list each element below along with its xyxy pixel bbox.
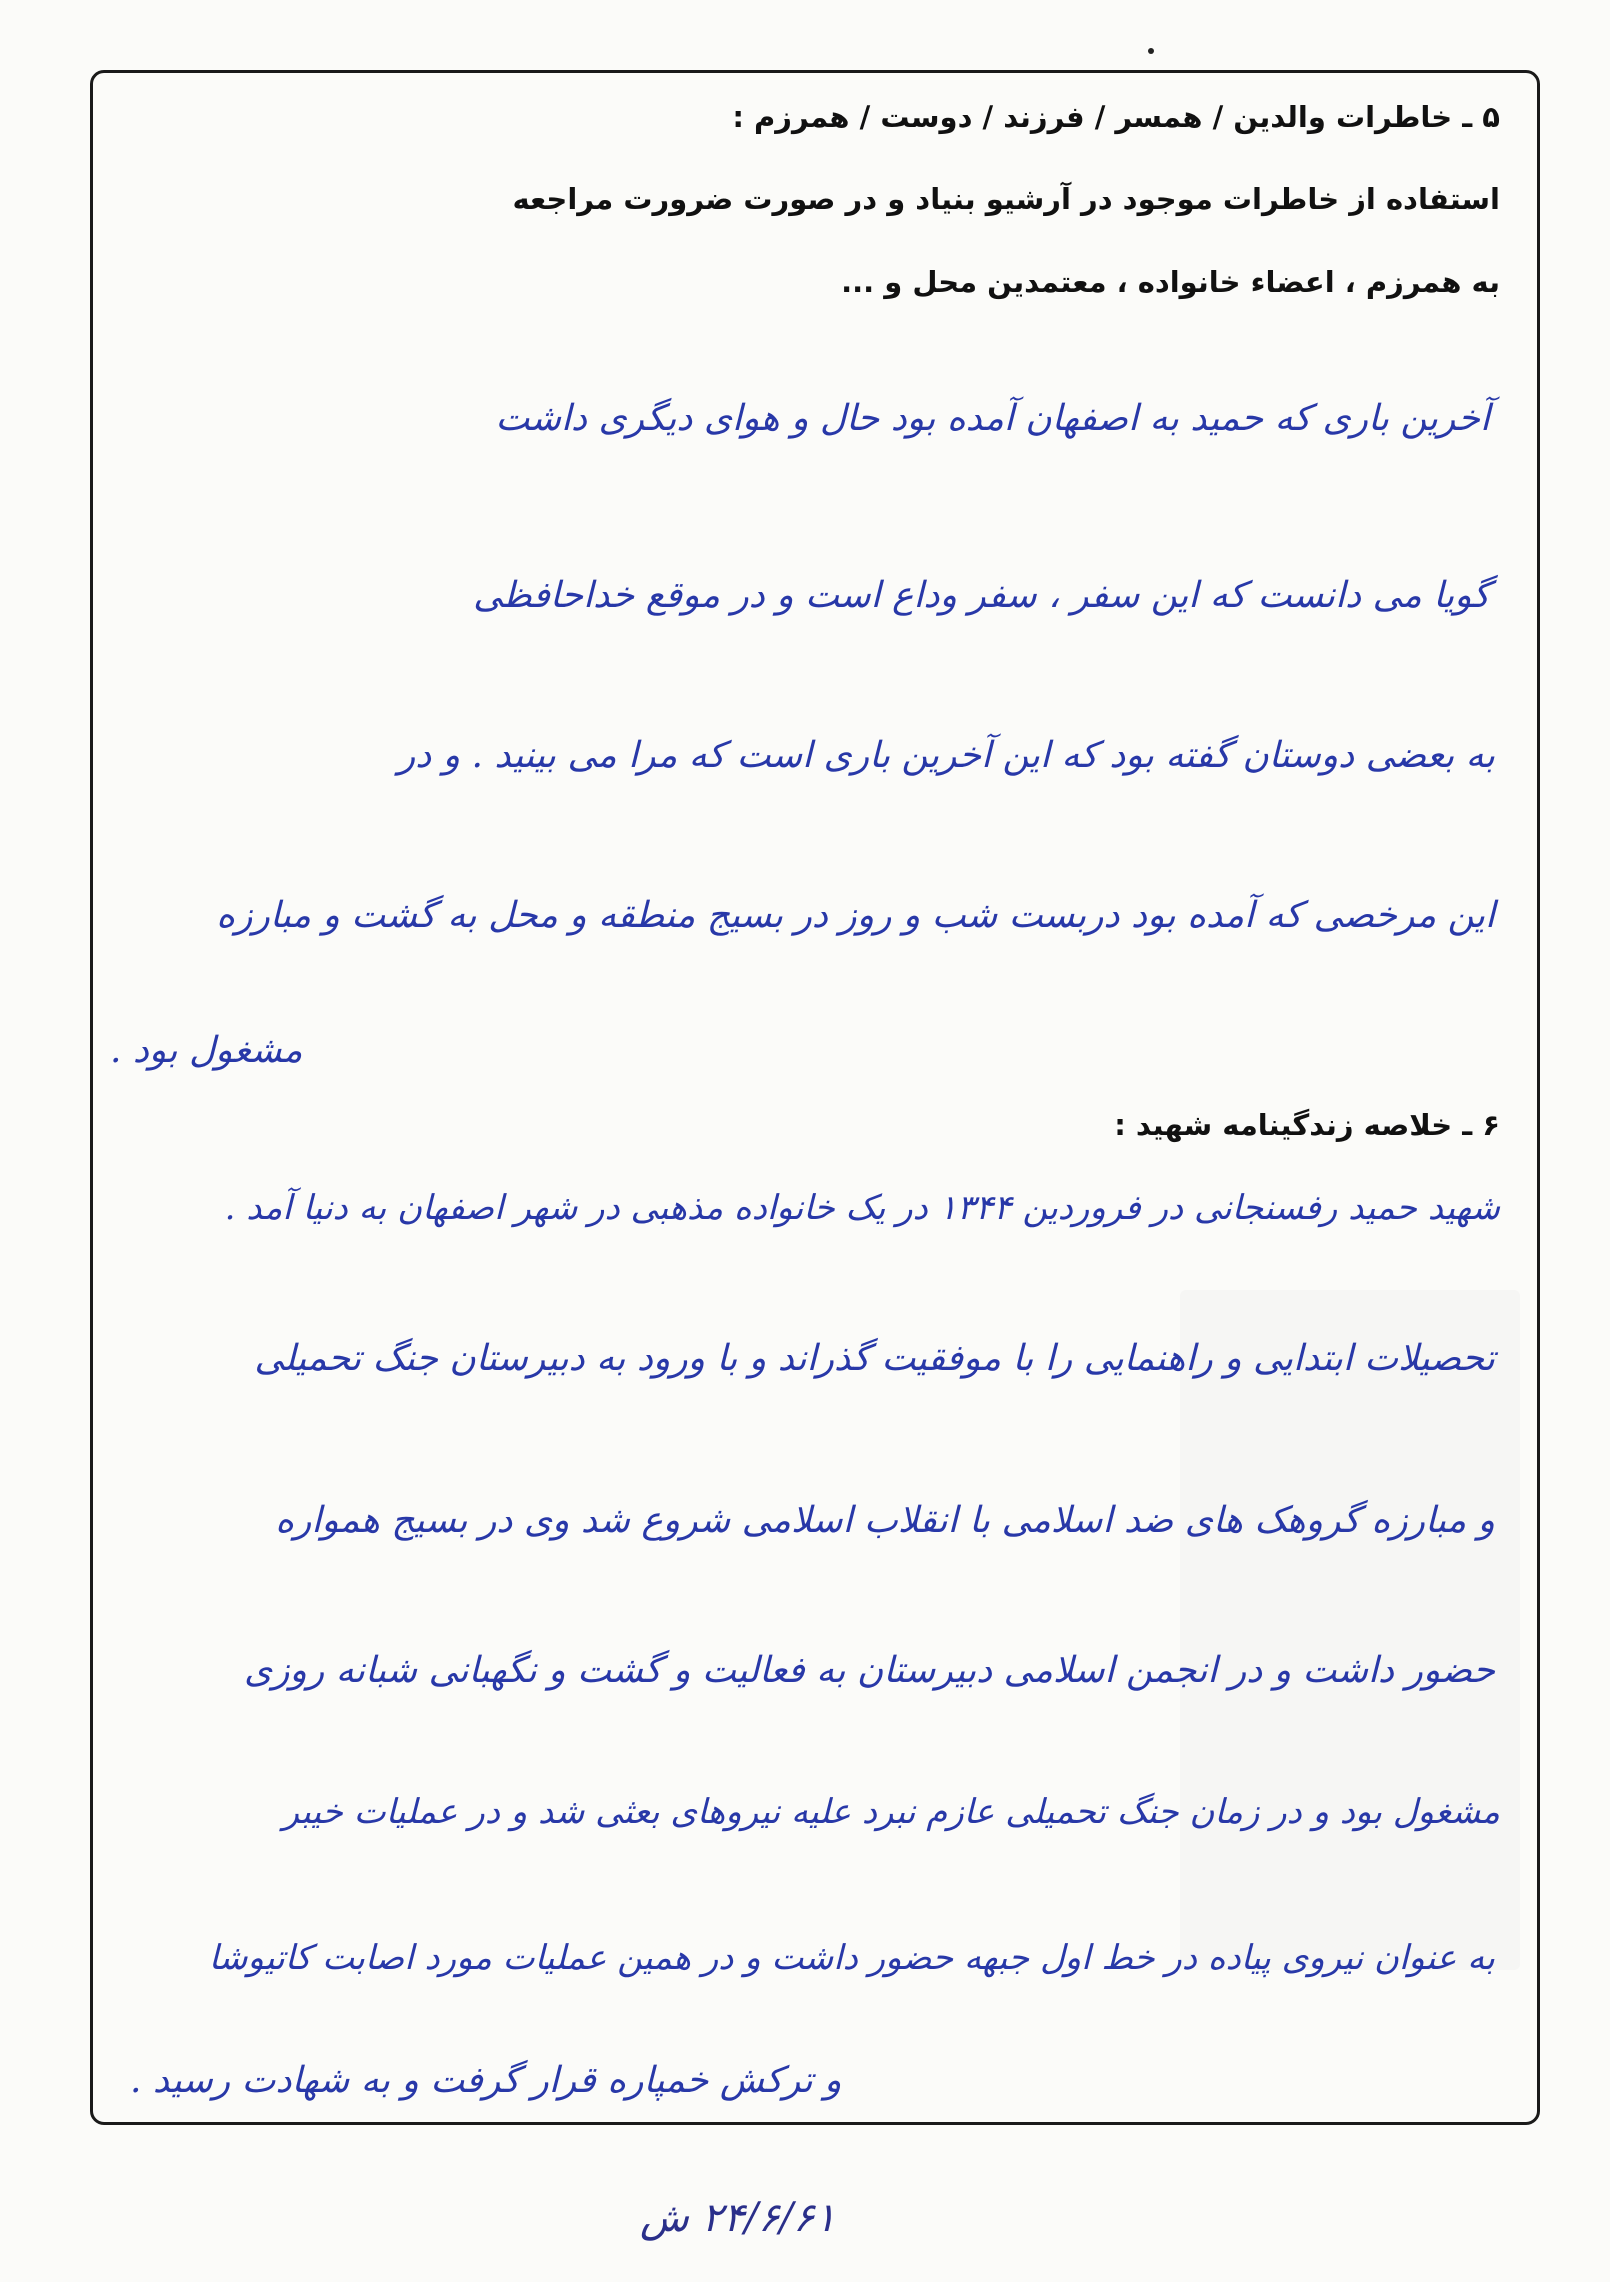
biography-line: و مبارزه گروهک های ضد اسلامی با انقلاب اسلامی شروع شد وی در بسیج همواره — [275, 1500, 1495, 1541]
ink-dot — [1148, 48, 1154, 54]
biography-line: مشغول بود و در زمان جنگ تحمیلی عازم نبرد علیه نیروهای بعثی شد و در عملیات خیبر — [282, 1792, 1500, 1832]
biography-line: شهید حمید رفسنجانی در فروردین ۱۳۴۴ در یک خانواده مذهبی در شهر اصفهان به دنیا آمد . — [224, 1188, 1500, 1228]
bleed-through-shadow — [1180, 1290, 1520, 1970]
memory-line: مشغول بود . — [110, 1030, 303, 1071]
section6-title: ۶ ـ خلاصه زندگینامه شهید : — [1114, 1108, 1500, 1142]
section5-title: ۵ ـ خاطرات والدین / همسر / فرزند / دوست / همرزم : — [732, 100, 1500, 134]
biography-line: به عنوان نیروی پیاده در خط اول جبهه حضور داشت و در همین عملیات مورد اصابت کاتیوشا — [208, 1938, 1495, 1978]
biography-line: حضور داشت و در انجمن اسلامی دبیرستان به فعالیت و گشت و نگهبانی شبانه روزی — [243, 1650, 1495, 1691]
biography-line: تحصیلات ابتدایی و راهنمایی را با موفقیت گذراند و با ورود به دبیرستان جنگ تحمیلی — [254, 1338, 1495, 1379]
section5-instructions-line2: به همرزم ، اعضاء خانواده ، معتمدین محل و ... — [841, 265, 1500, 299]
memory-line: گویا می دانست که این سفر ، سفر وداع است و در موقع خداحافظی — [473, 575, 1490, 616]
biography-line: و ترکش خمپاره قرار گرفت و به شهادت رسید . — [130, 2060, 842, 2101]
memory-line: این مرخصی که آمده بود دربست شب و روز در بسیج منطقه و محل به گشت و مبارزه — [216, 895, 1495, 936]
section5-instructions-line1: استفاده از خاطرات موجود در آرشیو بنیاد و در صورت ضرورت مراجعه — [512, 182, 1500, 216]
memory-line: به بعضی دوستان گفته بود که این آخرین باری است که مرا می بینید . و در — [397, 735, 1495, 776]
footer-date-note: ۲۴/۶/۶۱ ش — [640, 2195, 836, 2241]
memory-line: آخرین باری که حمید به اصفهان آمده بود حال و هوای دیگری داشت — [495, 398, 1490, 439]
